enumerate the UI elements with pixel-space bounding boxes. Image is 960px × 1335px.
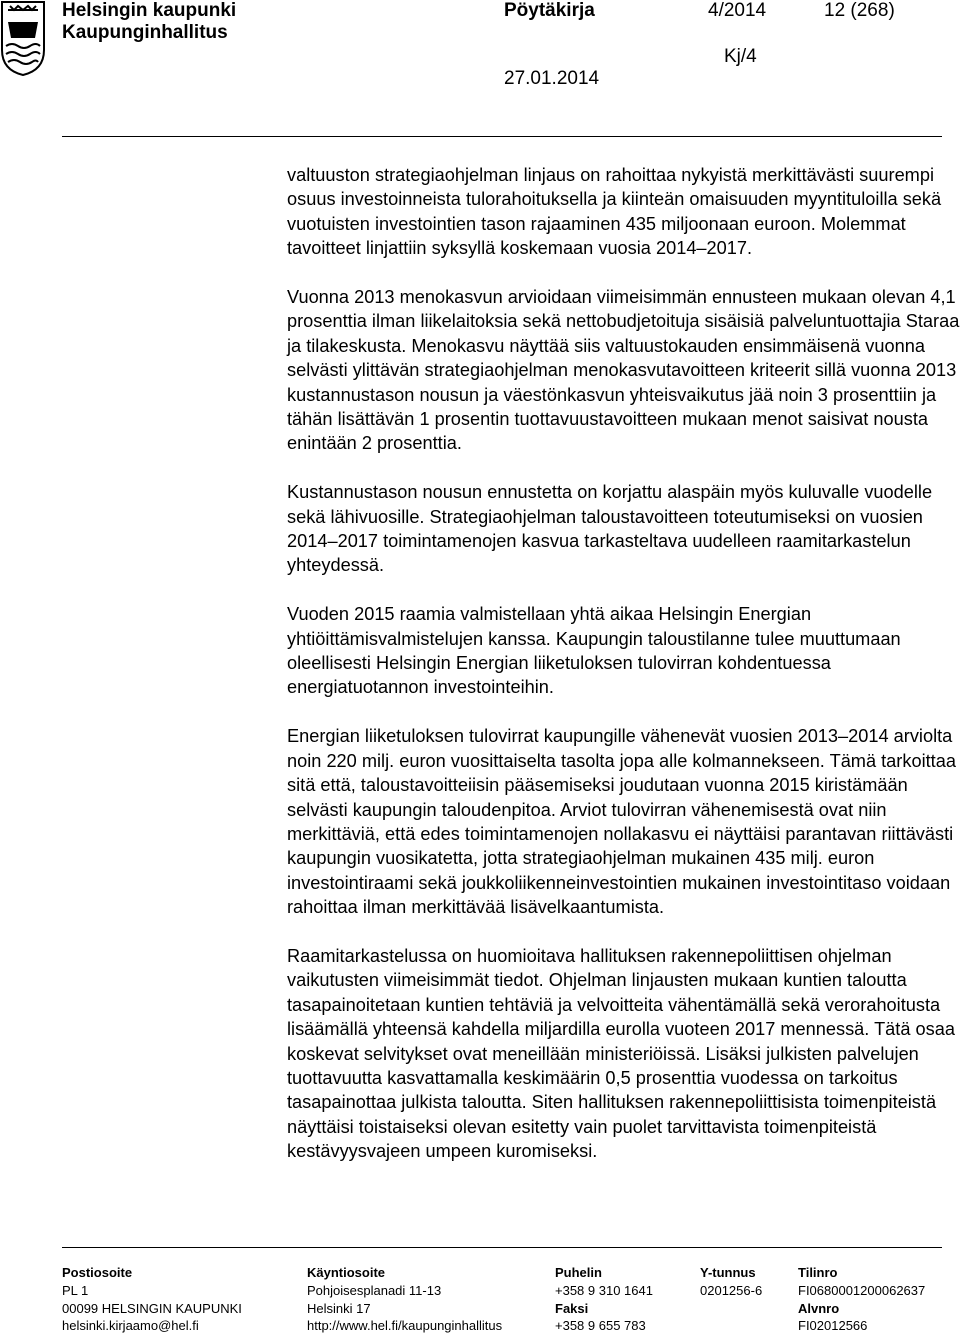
business-id-heading: Y-tunnus [700, 1265, 756, 1280]
organization-name: Helsingin kaupunki [62, 0, 237, 21]
business-id-value: 0201256-6 [700, 1282, 763, 1298]
fax-value: +358 9 655 783 [555, 1318, 646, 1334]
meeting-date: 27.01.2014 [504, 68, 600, 89]
account-value: FI0680001200062637 [798, 1282, 926, 1298]
document-body [287, 163, 960, 1164]
page-info: 12 (268) [824, 0, 895, 21]
paragraph: Energian liiketuloksen tulovirrat kaupungille vähenevät vuosien 2013–2014 arviolta noin 220 milj. euron vuosittaiselta tasolta jopa alle kolmannekseen. Tämä tarkoittaa sitä että, taloustavoitteiisin pääsemiseksi joudutaan vuonna 2015 kiristämään selvästi kaupungin taloudenpitoa. Arviot tulovirran vähenemisestä ovat niin merkittäviä, että edes toimintamenojen nollakasvu ei näyttäisi parantavan riittävästi kaupungin vuosikatetta, jotta strategiaohjelman mukainen 435 milj. euron investointiraami sekä joukkoliikenneinvestointien mukainen investointitaso voidaan rahoittaa ilman merkittävää lisävelkaantumista. [287, 726, 956, 918]
postal-heading: Postiosoite [62, 1265, 133, 1280]
item-reference: Kj/4 [724, 46, 757, 67]
vat-heading: Alvnro [798, 1300, 840, 1316]
paragraph: Raamitarkastelussa on huomioitava hallituksen rakennepoliittisen ohjelman vaikutusten viimeisimmät tiedot. Ohjelman linjausten mukaan kuntien taloutta tasapainoitetaan kuntien tehtäviä ja velvoitteita vähentämällä sekä verorahoitusta lisäämällä yhteensä kahdella miljardilla eurolla vuoteen 2017 mennessä. Tätä osaa koskevat selvitykset ovat meneillään ministeriöissä. Lisäksi julkisten palvelujen tuottavuutta kasvattamalla keskimäärin 0,5 prosenttia vuodessa on tarkoitus tasapainottaa julkista taloutta. Siten hallituksen rakennepoliittisista toimenpiteistä näyttäisi toistaiseksi olevan esitetty vain puolet tarvittavista toimenpiteistä kestävyysvajeen umpeen kuromiseksi. [287, 945, 955, 1162]
footer-postal [62, 1264, 242, 1335]
email-link[interactable]: helsinki.kirjaamo@hel.fi [62, 1318, 199, 1334]
footer-phone [555, 1264, 653, 1335]
postal-line: PL 1 [62, 1282, 89, 1298]
meeting-number: 4/2014 [708, 0, 767, 21]
visiting-line: Helsinki 17 [307, 1300, 371, 1316]
visiting-heading: Käyntiosoite [307, 1265, 386, 1280]
paragraph: Vuonna 2013 menokasvun arvioidaan viimeisimmän ennusteen mukaan olevan 4,1 prosenttia ilman liikelaitoksia sekä nettobudjetoituja sisäisiä palveluntuottajia Staraa ja tilakeskusta. Menokasvu näyttää siis valtuustokauden ensimmäisenä vuonna selvästi ylittävän strategiaohjelman menokasvutavoitteen kriteerit sillä vuonna 2013 kustannustason nousun ja väestönkasvun yhteisvaikutus jää noin 3 prosenttiin ja tähän lisättävän 1 prosentin tuottavuustavoitteen mukaan menot saisivat nousta enintään 2 prosenttia. [287, 287, 960, 454]
header-divider [62, 136, 942, 137]
postal-line: 00099 HELSINGIN KAUPUNKI [62, 1300, 242, 1316]
fax-heading: Faksi [555, 1300, 589, 1316]
vat-value: FI02012566 [798, 1318, 868, 1334]
paragraph: Kustannustason nousun ennustetta on korjattu alaspäin myös kuluvalle vuodelle sekä lähivuosille. Strategiaohjelman taloustavoitteen toteutumiseksi on vuosien 2014–2017 toimintamenojen kasvua tarkasteltava uudelleen raamitarkastelun yhteydessä. [287, 482, 933, 576]
body-name: Kaupunginhallitus [62, 22, 228, 43]
helsinki-crest-logo [0, 0, 46, 76]
phone-heading: Puhelin [555, 1265, 602, 1280]
phone-value: +358 9 310 1641 [555, 1282, 653, 1298]
footer-visiting [307, 1264, 502, 1335]
footer-business-id [700, 1264, 762, 1300]
paragraph: valtuuston strategiaohjelman linjaus on rahoittaa nykyistä merkittävästi suurempi osuus investoinneista tulorahoituksella ja kiinteän omaisuuden myyntituloilla sekä vuotuisten investointien tason rajaaminen 435 miljoonaan euroon. Molemmat tavoitteet linjattiin syksyllä koskemaan vuosia 2014–2017. [287, 165, 942, 259]
footer-divider [62, 1247, 942, 1248]
visiting-line: Pohjoisesplanadi 11-13 [307, 1282, 442, 1298]
paragraph: Vuoden 2015 raamia valmistellaan yhtä aikaa Helsingin Energian yhtiöittämisvalmistelujen kanssa. Kaupungin taloustilanne tulee muuttumaan oleellisesti Helsingin Energian liiketuloksen tulovirran kohdentuessa energiatuotannon investointeihin. [287, 604, 901, 698]
footer-account [798, 1264, 925, 1335]
account-heading: Tilinro [798, 1265, 838, 1280]
document-type: Pöytäkirja [504, 0, 595, 21]
website-link[interactable]: http://www.hel.fi/kaupunginhallitus [307, 1318, 503, 1334]
